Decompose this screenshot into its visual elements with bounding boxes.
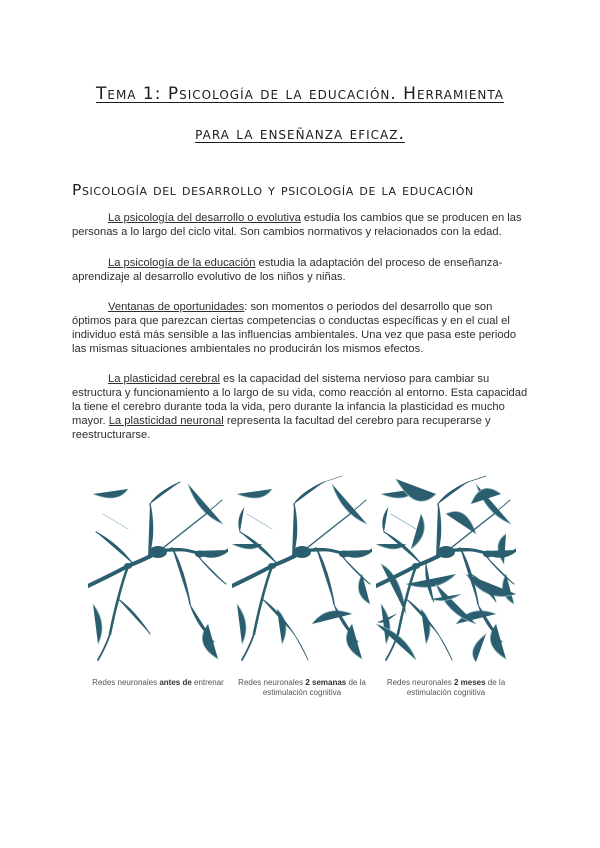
paragraph-text: es la capacidad del sistema nervioso para cambiar su estructura y funcionamiento a lo largo de su vida, como reacción al entorno. Esta capacidad la tiene el cerebro durante toda la vida, pero durante la infancia la plasticidad es mucho mayor. (72, 373, 528, 427)
paragraph-educational-psychology (72, 256, 528, 284)
paragraph-text: representa la facultad del cerebro para recuperarse y reestructurarse. (72, 415, 491, 441)
section-heading: Psicología del desarrollo y psicología de la educación (72, 181, 474, 199)
paragraph-windows-of-opportunity (72, 300, 528, 356)
neuron-network-image-2-weeks (232, 474, 372, 662)
neuron-network-image-2-months (376, 474, 516, 662)
paragraph-text: estudia la adaptación del proceso de enseñanza-aprendizaje al desarrollo evolutivo de los niños y niñas. (72, 257, 503, 283)
paragraph-brain-plasticity (72, 372, 528, 442)
paragraph-text: : son momentos o periodos del desarrollo que son óptimos para que parezcan ciertas competencias o conductas específicas y en el cual el individuo está más sensible a las influencias ambientales. Una vez que pasa este periodo las mismas situaciones ambientales no producirán los mismos efectos. (72, 301, 517, 355)
caption-before-training: Redes neuronales antes de entrenar (92, 678, 224, 687)
term-windows-of-opportunity: Ventanas de oportunidades (108, 301, 245, 313)
paragraph-text: estudia los cambios que se producen en las personas a lo largo del ciclo vital. Son cambios normativos y relacionados con la edad. (72, 212, 522, 238)
document-title-line-2: para la enseñanza eficaz. (195, 124, 405, 144)
term-developmental-psychology: La psicología del desarrollo o evolutiva (108, 212, 301, 224)
term-educational-psychology: La psicología de la educación (108, 257, 256, 269)
paragraph-developmental-psychology (72, 211, 528, 239)
caption-2-weeks: Redes neuronales 2 semanas de la estimulación cognitiva (238, 678, 366, 697)
document-title-line-1: Tema 1: Psicología de la educación. Herramienta (95, 84, 505, 104)
term-neuronal-plasticity: La plasticidad neuronal (108, 415, 224, 427)
term-brain-plasticity: La plasticidad cerebral (108, 373, 220, 385)
neuron-network-image-before (88, 474, 228, 662)
caption-2-months: Redes neuronales 2 meses de la estimulación cognitiva (386, 678, 506, 697)
